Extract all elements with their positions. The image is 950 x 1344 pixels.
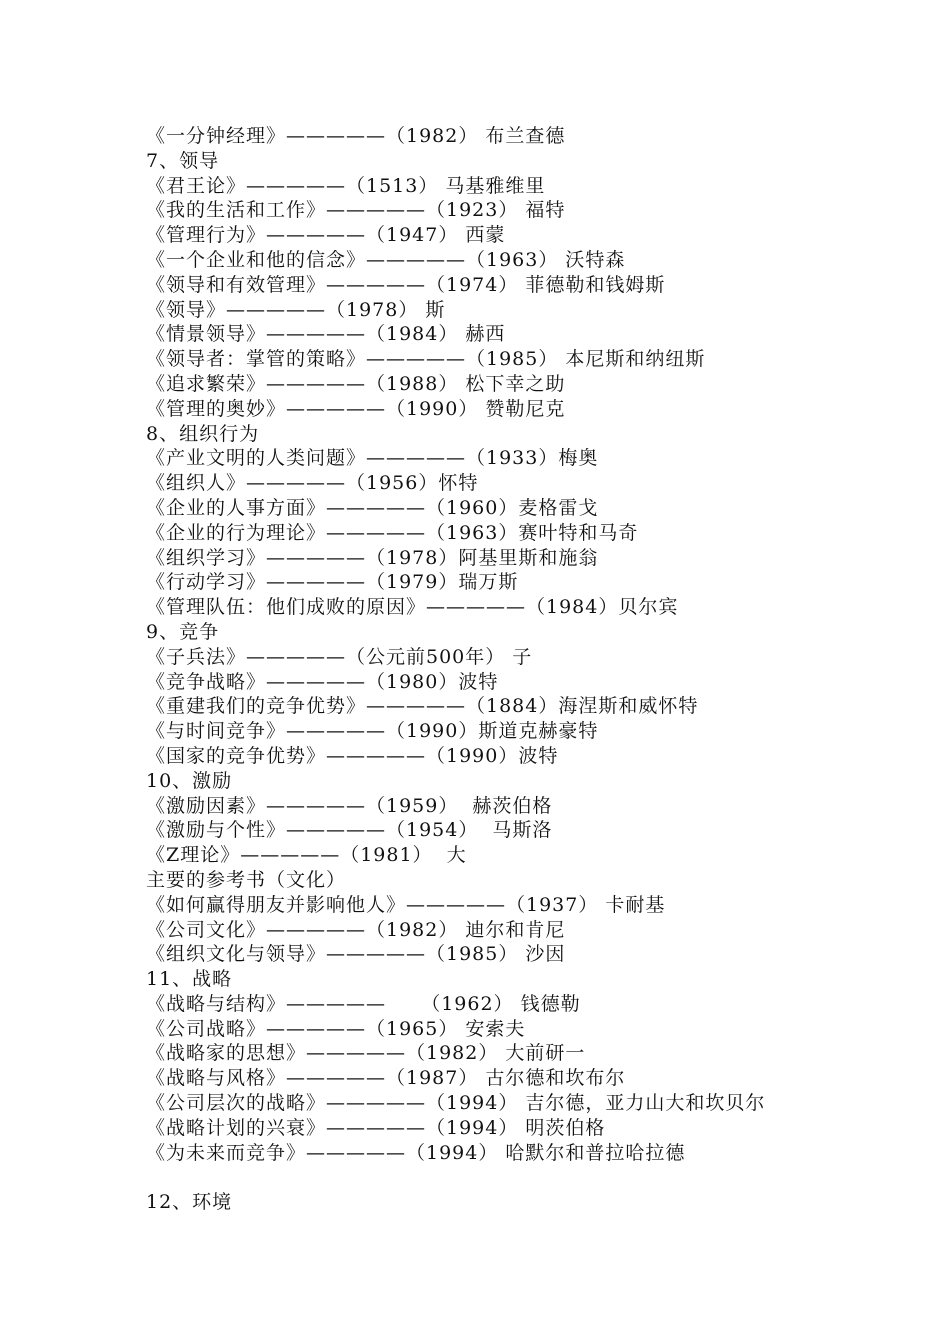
list-item: 《Z理论》—————（1981） 大 [146, 844, 467, 867]
list-item: 《领导者：掌管的策略》—————（1985） 本尼斯和纳纽斯 [146, 348, 706, 371]
list-item: 《激励因素》—————（1959） 赫茨伯格 [146, 794, 553, 817]
list-item: 《管理行为》—————（1947） 西蒙 [146, 224, 506, 247]
section-heading-culture-references: 主要的参考书（文化） [146, 868, 347, 891]
list-item: 《一个企业和他的信念》—————（1963） 沃特森 [146, 248, 626, 271]
list-item: 《激励与个性》—————（1954） 马斯洛 [146, 819, 553, 842]
list-item: 《行动学习》—————（1979）瑞万斯 [146, 571, 519, 594]
list-item: 《企业的人事方面》—————（1960）麦格雷戈 [146, 496, 599, 519]
section-heading-strategy: 11、战略 [146, 968, 233, 991]
list-item: 《公司文化》—————（1982） 迪尔和肯尼 [146, 918, 566, 941]
list-item: 《重建我们的竞争优势》—————（1884）海涅斯和威怀特 [146, 695, 699, 718]
blank-line [146, 1165, 866, 1190]
list-item: 《组织文化与领导》—————（1985） 沙因 [146, 943, 566, 966]
list-item: 《领导》—————（1978） 斯 [146, 298, 446, 321]
section-heading-leadership: 7、领导 [146, 149, 220, 172]
list-item: 《如何赢得朋友并影响他人》—————（1937） 卡耐基 [146, 893, 666, 916]
list-item: 《组织学习》—————（1978）阿基里斯和施翁 [146, 546, 599, 569]
list-item: 《与时间竞争》—————（1990）斯道克赫豪特 [146, 720, 599, 743]
list-item: 《产业文明的人类问题》—————（1933）梅奥 [146, 447, 599, 470]
list-item: 《战略与风格》—————（1987） 古尔德和坎布尔 [146, 1067, 626, 1090]
list-item: 《为未来而竞争》—————（1994） 哈默尔和普拉哈拉德 [146, 1141, 686, 1164]
list-item: 《公司层次的战略》—————（1994） 吉尔德，亚力山大和坎贝尔 [146, 1092, 766, 1115]
list-item: 《公司战略》—————（1965） 安索夫 [146, 1017, 526, 1040]
section-heading-competition: 9、竞争 [146, 620, 220, 643]
section-heading-motivation: 10、激励 [146, 769, 233, 792]
list-item: 《情景领导》—————（1984） 赫西 [146, 323, 506, 346]
list-item: 《企业的行为理论》—————（1963）赛叶特和马奇 [146, 521, 639, 544]
list-item: 《我的生活和工作》—————（1923） 福特 [146, 199, 566, 222]
list-item: 《组织人》—————（1956）怀特 [146, 472, 479, 495]
book-list [146, 124, 866, 1215]
list-item: 《管理的奥妙》—————（1990） 赞勒尼克 [146, 397, 566, 420]
list-item: 《君王论》—————（1513） 马基雅维里 [146, 174, 546, 197]
list-item: 《战略家的思想》—————（1982） 大前研一 [146, 1042, 586, 1065]
list-item: 《一分钟经理》—————（1982） 布兰查德 [146, 125, 566, 147]
list-item: 《国家的竞争优势》—————（1990）波特 [146, 744, 559, 767]
list-item: 《领导和有效管理》—————（1974） 菲德勒和钱姆斯 [146, 273, 666, 296]
section-heading-environment: 12、环境 [146, 1191, 233, 1214]
list-item: 《战略与结构》————— （1962） 钱德勒 [146, 992, 581, 1015]
section-heading-organizational-behavior: 8、组织行为 [146, 422, 260, 445]
list-item: 《战略计划的兴衰》—————（1994） 明茨伯格 [146, 1116, 606, 1139]
list-item: 《管理队伍：他们成败的原因》—————（1984）贝尔宾 [146, 596, 679, 619]
list-item: 《子兵法》—————（公元前500年） 子 [146, 645, 533, 668]
list-item: 《竞争战略》—————（1980）波特 [146, 670, 499, 693]
list-item: 《追求繁荣》—————（1988） 松下幸之助 [146, 372, 566, 395]
